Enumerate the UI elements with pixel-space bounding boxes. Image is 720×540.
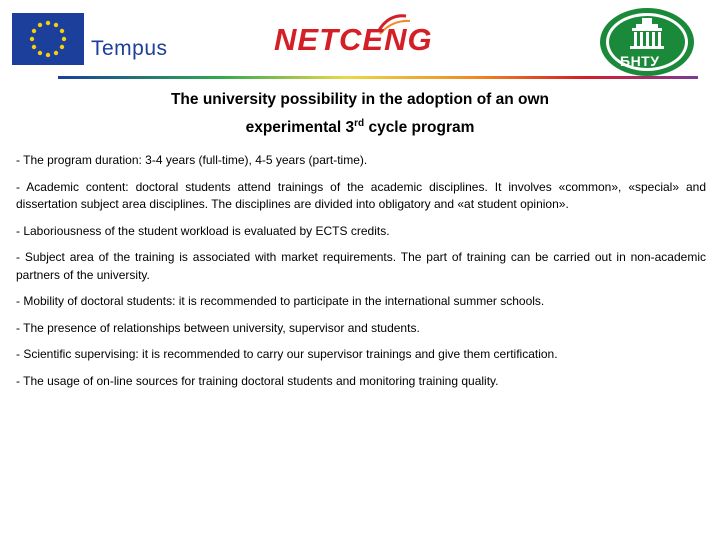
paragraph-duration: - The program duration: 3-4 years (full-time), 4-5 years (part-time). — [16, 153, 368, 167]
netceng-logo — [268, 12, 458, 62]
title-line-1: The university possibility in the adoption of an own — [170, 91, 550, 108]
title-line-2-start: experimental 3 — [245, 119, 355, 137]
bntu-wordmark: БНТУ — [620, 53, 660, 69]
tempus-logo — [12, 10, 190, 68]
paragraph-online-sources: - The usage of on-line sources for training doctoral students and monitoring training quality. — [16, 373, 499, 388]
paragraph-workload: - Laboriousness of the student workload is evaluated by ECTS credits. — [16, 223, 390, 238]
eu-flag-icon — [12, 13, 84, 65]
title-superscript: rd — [354, 118, 365, 129]
page-title — [60, 88, 660, 140]
paragraph-mobility: - Mobility of doctoral students: it is recommended to participate in the international summer schools. — [16, 294, 545, 308]
paragraph-subject-area: - Subject area of the training is associated with market requirements. The part of training can be carried out in non-academic partners of the university. — [16, 250, 706, 282]
bntu-logo — [598, 6, 696, 78]
title-line-2-end: cycle program — [364, 119, 475, 137]
paragraph-academic-content: - Academic content: doctoral students attend trainings of the academic disciplines. It involves «common», «special» and dissertation subject area disciplines. The disciplines are divided into obligatory and «at student opinion». — [16, 179, 706, 211]
header-divider — [58, 76, 698, 79]
paragraph-relationships: - The presence of relationships between university, supervisor and students. — [16, 320, 420, 335]
tempus-wordmark: Tempus — [91, 37, 168, 60]
paragraph-supervising: - Scientific supervising: it is recommended to carry our supervisor trainings and give them certification. — [16, 347, 558, 361]
header — [0, 0, 720, 80]
netceng-wordmark: NETCENG — [274, 22, 433, 57]
content-body — [16, 152, 706, 399]
